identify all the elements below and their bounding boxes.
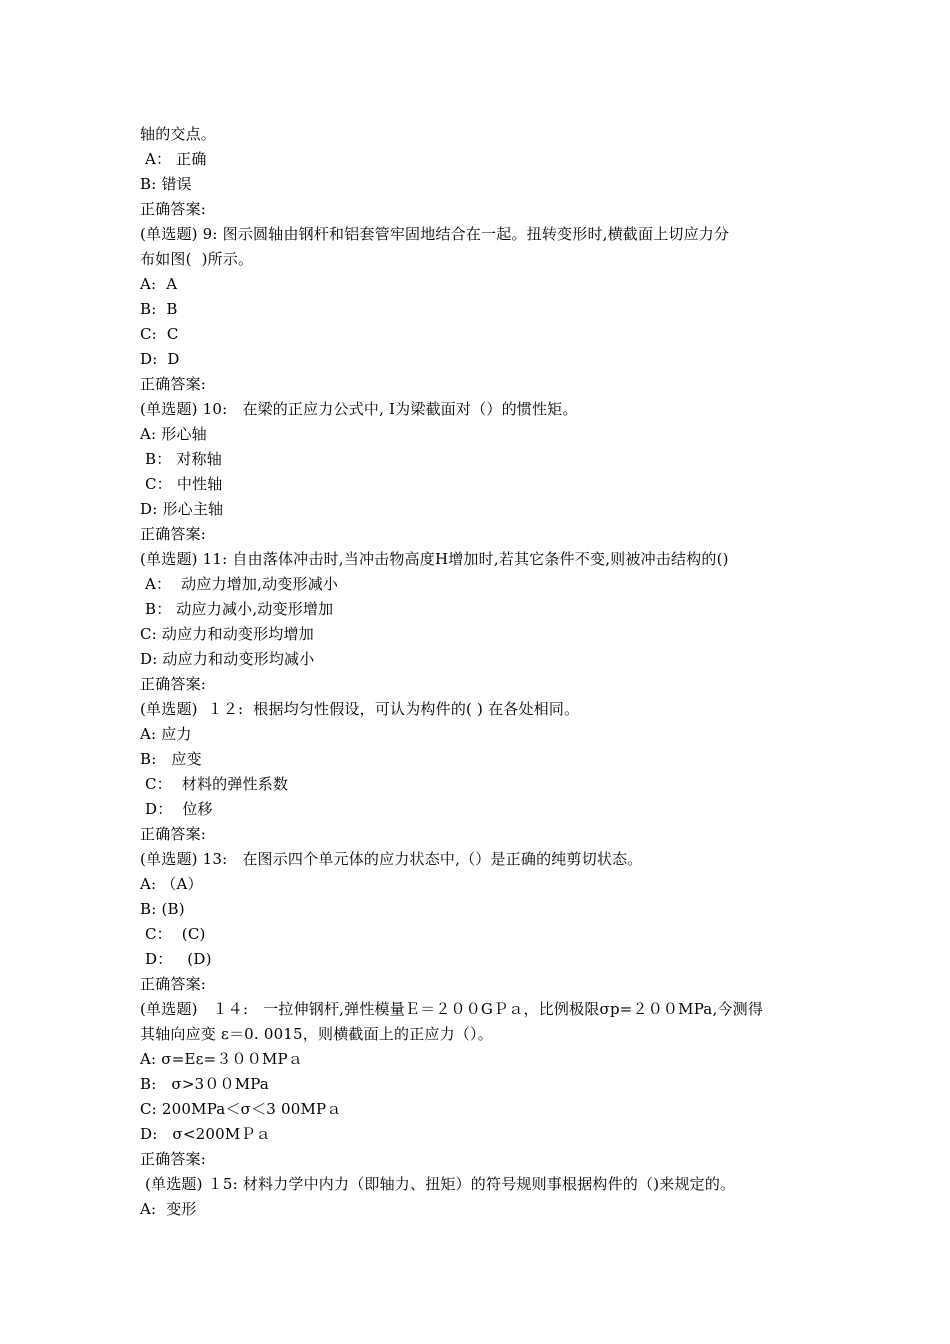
option-b: B: σ>3００MPa (140, 1075, 270, 1093)
option-a: A： 动应力增加,动变形减小 (140, 575, 339, 593)
option-b: B： 动应力减小,动变形增加 (140, 600, 334, 618)
option-c: C： 材料的弹性系数 (140, 775, 289, 793)
document-body (140, 122, 820, 1222)
option-b: B: 应变 (140, 750, 202, 768)
option-d: D： (D) (140, 950, 212, 968)
option-a: A: A (140, 275, 178, 293)
option-d: D: 动应力和动变形均减小 (140, 650, 315, 668)
answer-label: 正确答案: (140, 525, 207, 543)
option-a: A: 变形 (140, 1200, 197, 1218)
option-d: D： 位移 (140, 800, 213, 818)
option-c: C： (C) (140, 925, 206, 943)
question-12: (单选题) １２: 根据均匀性假设，可认为构件的( ) 在各处相同。 (140, 700, 580, 718)
answer-label: 正确答案: (140, 200, 207, 218)
answer-label: 正确答案: (140, 1150, 207, 1168)
option-c: C: C (140, 325, 179, 343)
option-c: C： 中性轴 (140, 475, 223, 493)
question-11: (单选题) 11: 自由落体冲击时,当冲击物高度H增加时,若其它条件不变,则被冲击结构的() (140, 550, 729, 568)
question-9: (单选题) 9: 图示圆轴由钢杆和铝套管牢固地结合在一起。扭转变形时,横截面上切应力分 (140, 225, 730, 243)
question-13: (单选题) 13: 在图示四个单元体的应力状态中,（）是正确的纯剪切状态。 (140, 850, 643, 868)
answer-label: 正确答案: (140, 675, 207, 693)
text-line: 轴的交点。 (140, 125, 217, 143)
question-14-continued: 其轴向应变 ε＝0. 0015，则横截面上的正应力（）。 (140, 1025, 493, 1043)
question-14: (单选题) １４: 一拉伸钢杆,弹性模量Ｅ＝２００GＰａ，比例极限σp=２００MPa,今测得 (140, 1000, 764, 1018)
option-b: B： 对称轴 (140, 450, 222, 468)
question-10: (单选题) 10: 在梁的正应力公式中, I为梁截面对（）的惯性矩。 (140, 400, 578, 418)
answer-label: 正确答案: (140, 975, 207, 993)
option-b: B: B (140, 300, 178, 318)
option-b: B: 错误 (140, 175, 192, 193)
option-d: D: 形心主轴 (140, 500, 224, 518)
question-9-continued: 布如图( )所示。 (140, 250, 254, 268)
answer-label: 正确答案: (140, 375, 207, 393)
option-d: D: D (140, 350, 180, 368)
question-15: (单选题) １5: 材料力学中内力（即轴力、扭矩）的符号规则事根据构件的（)来规定的。 (140, 1175, 736, 1193)
option-a: A: 应力 (140, 725, 192, 743)
option-a: A： 正确 (140, 150, 207, 168)
option-a: A: σ=Eε=３００MPａ (140, 1050, 304, 1068)
option-a: A: 形心轴 (140, 425, 207, 443)
option-b: B: (B) (140, 900, 185, 918)
option-d: D: σ<200MＰａ (140, 1125, 271, 1143)
option-a: A: （A） (140, 875, 203, 893)
option-c: C: 200MPa＜σ＜3 00MPａ (140, 1100, 342, 1118)
option-c: C: 动应力和动变形均增加 (140, 625, 314, 643)
answer-label: 正确答案: (140, 825, 207, 843)
